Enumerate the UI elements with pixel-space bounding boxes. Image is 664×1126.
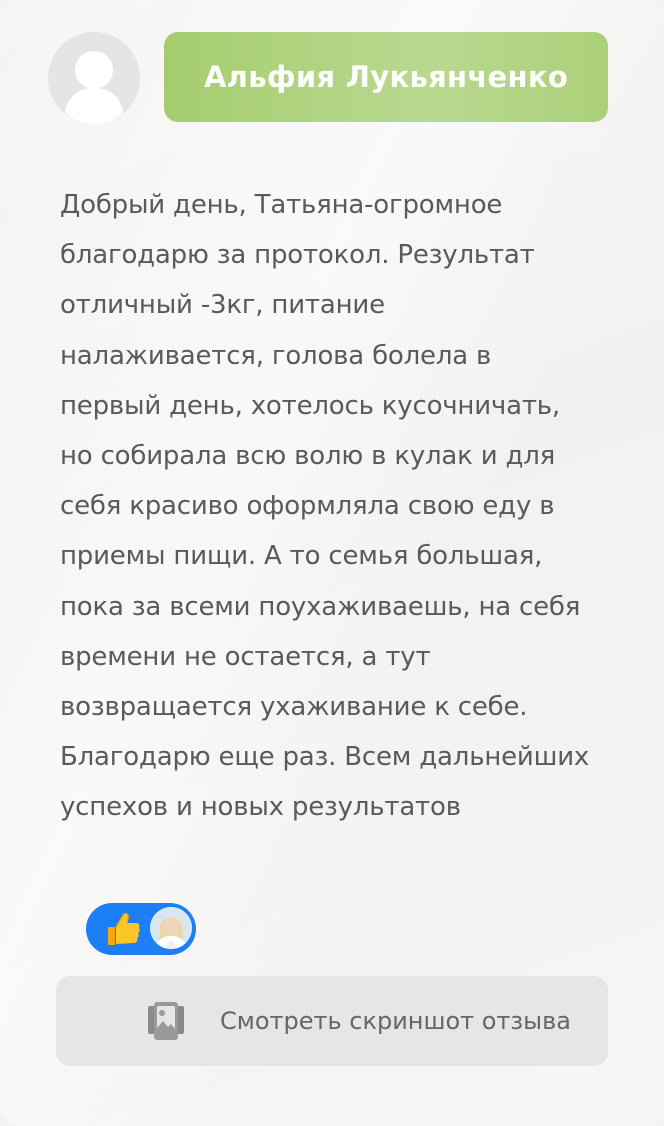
author-name-badge xyxy=(164,32,608,122)
gallery-icon xyxy=(144,976,188,1066)
reactions-badge[interactable] xyxy=(86,903,196,955)
view-screenshot-button[interactable] xyxy=(56,976,608,1066)
thumbs-up-icon xyxy=(100,907,144,951)
reactor-avatar xyxy=(148,905,194,951)
review-text: Добрый день, Татьяна-огромное благодарю за протокол. Результат отличный -3кг, питание налаживается, голова болела в первый день, хотелось кусочничать, но собирала всю волю в кулак и для себя красиво оформляла свою еду в приемы пищи. А то семья большая, пока за всеми поухаживаешь, на себя времени не остается, а тут возвращается ухаживание к себе. Благодарю еще раз. Всем дальнейших успехов и новых результатов xyxy=(60,190,590,823)
view-screenshot-label: Смотреть скриншот отзыва xyxy=(220,1007,571,1035)
user-placeholder-icon xyxy=(48,32,140,124)
author-name: Альфия Лукьянченко xyxy=(203,60,569,94)
